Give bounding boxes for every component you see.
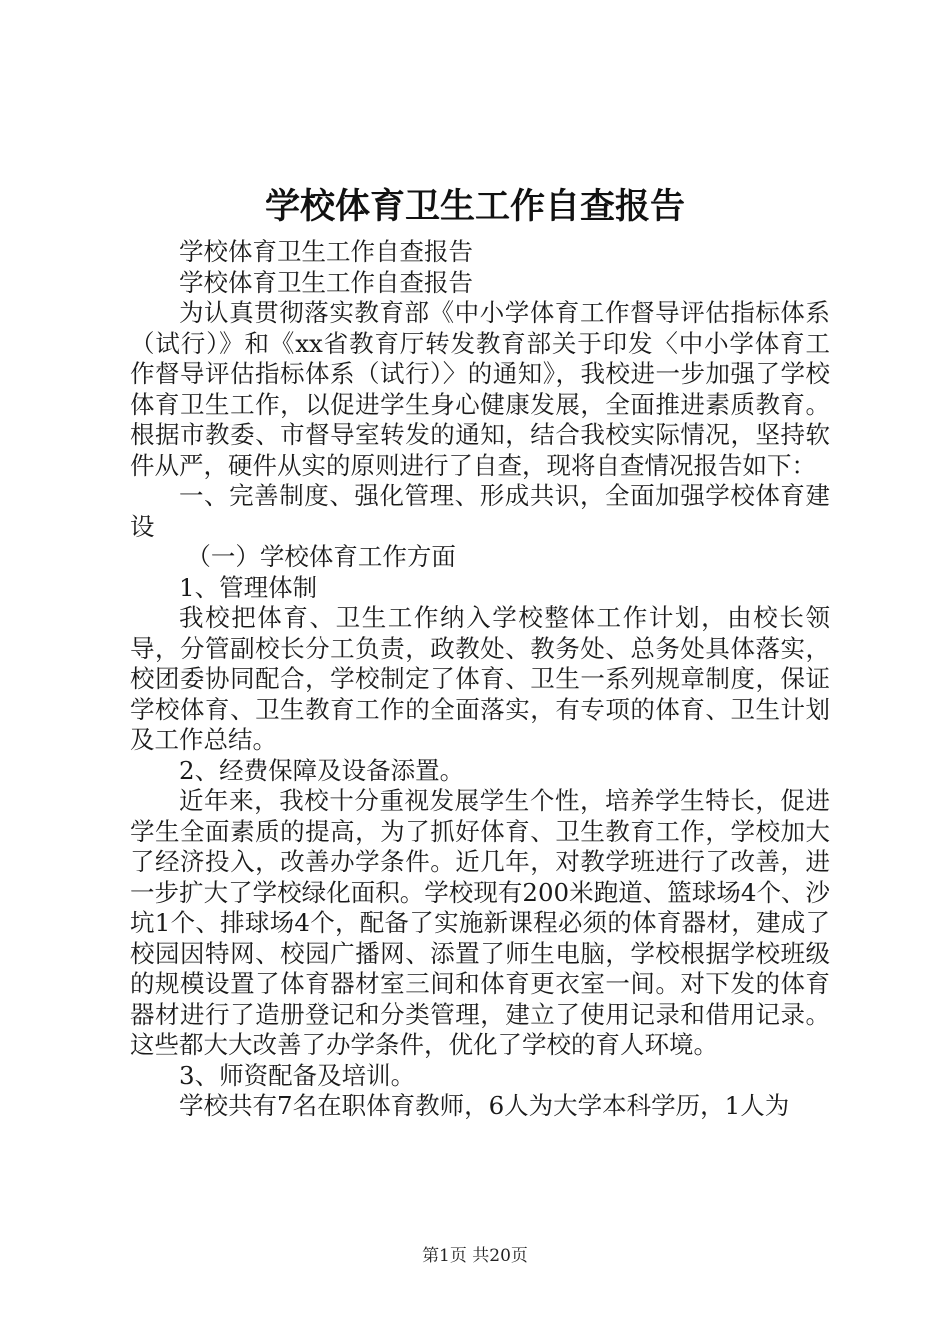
section-heading-1: 一、完善制度、强化管理、形成共识，全面加强学校体育建设 xyxy=(130,481,830,541)
page-number-footer: 第1页 共20页 xyxy=(422,1246,528,1266)
paragraph-intro: 为认真贯彻落实教育部《中小学体育工作督导评估指标体系（试行）》和《xx省教育厅转发教育部关于印发〈中小学体育工作督导评估指标体系（试行）〉的通知》，我校进一步加强了学校体育卫生工作，以促进学生身心健康发展，全面推进素质教育。根据市教委、市督导室转发的通知，结合我校实际情况，坚持软件从严，硬件从实的原则进行了自查，现将自查情况报告如下： xyxy=(130,298,830,480)
item-heading-teachers: 3、师资配备及培训。 xyxy=(179,1060,416,1090)
document-body xyxy=(130,237,830,1122)
document-title: 学校体育卫生工作自查报告 xyxy=(264,186,685,227)
paragraph-subtitle-1: 学校体育卫生工作自查报告 xyxy=(179,237,473,266)
paragraph-subtitle-2: 学校体育卫生工作自查报告 xyxy=(179,267,473,297)
paragraph-funding: 近年来，我校十分重视发展学生个性，培养学生特长，促进学生全面素质的提高，为了抓好体育、卫生教育工作，学校加大了经济投入，改善办学条件。近几年，对教学班进行了改善，进一步扩大了学校绿化面积。学校现有200米跑道、篮球场4个、沙坑1个、排球场4个，配备了实施新课程必须的体育器材，建成了校园因特网、校园广播网、添置了师生电脑，学校根据学校班级的规模设置了体育器材室三间和体育更衣室一间。对下发的体育器材进行了造册登记和分类管理，建立了使用记录和借用记录。这些都大大改善了办学条件，优化了学校的育人环境。 xyxy=(130,786,830,1059)
item-heading-funding: 2、经费保障及设备添置。 xyxy=(179,755,465,785)
paragraph-management: 我校把体育、卫生工作纳入学校整体工作计划，由校长领导，分管副校长分工负责，政教处、教务处、总务处具体落实，校团委协同配合，学校制定了体育、卫生一系列规章制度，保证学校体育、卫生教育工作的全面落实，有专项的体育、卫生计划及工作总结。 xyxy=(130,603,830,754)
paragraph-teachers: 学校共有7名在职体育教师，6人为大学本科学历，1人为 xyxy=(179,1091,790,1120)
subsection-heading-1: （一）学校体育工作方面 xyxy=(186,542,456,571)
item-heading-management: 1、管理体制 xyxy=(179,572,318,602)
